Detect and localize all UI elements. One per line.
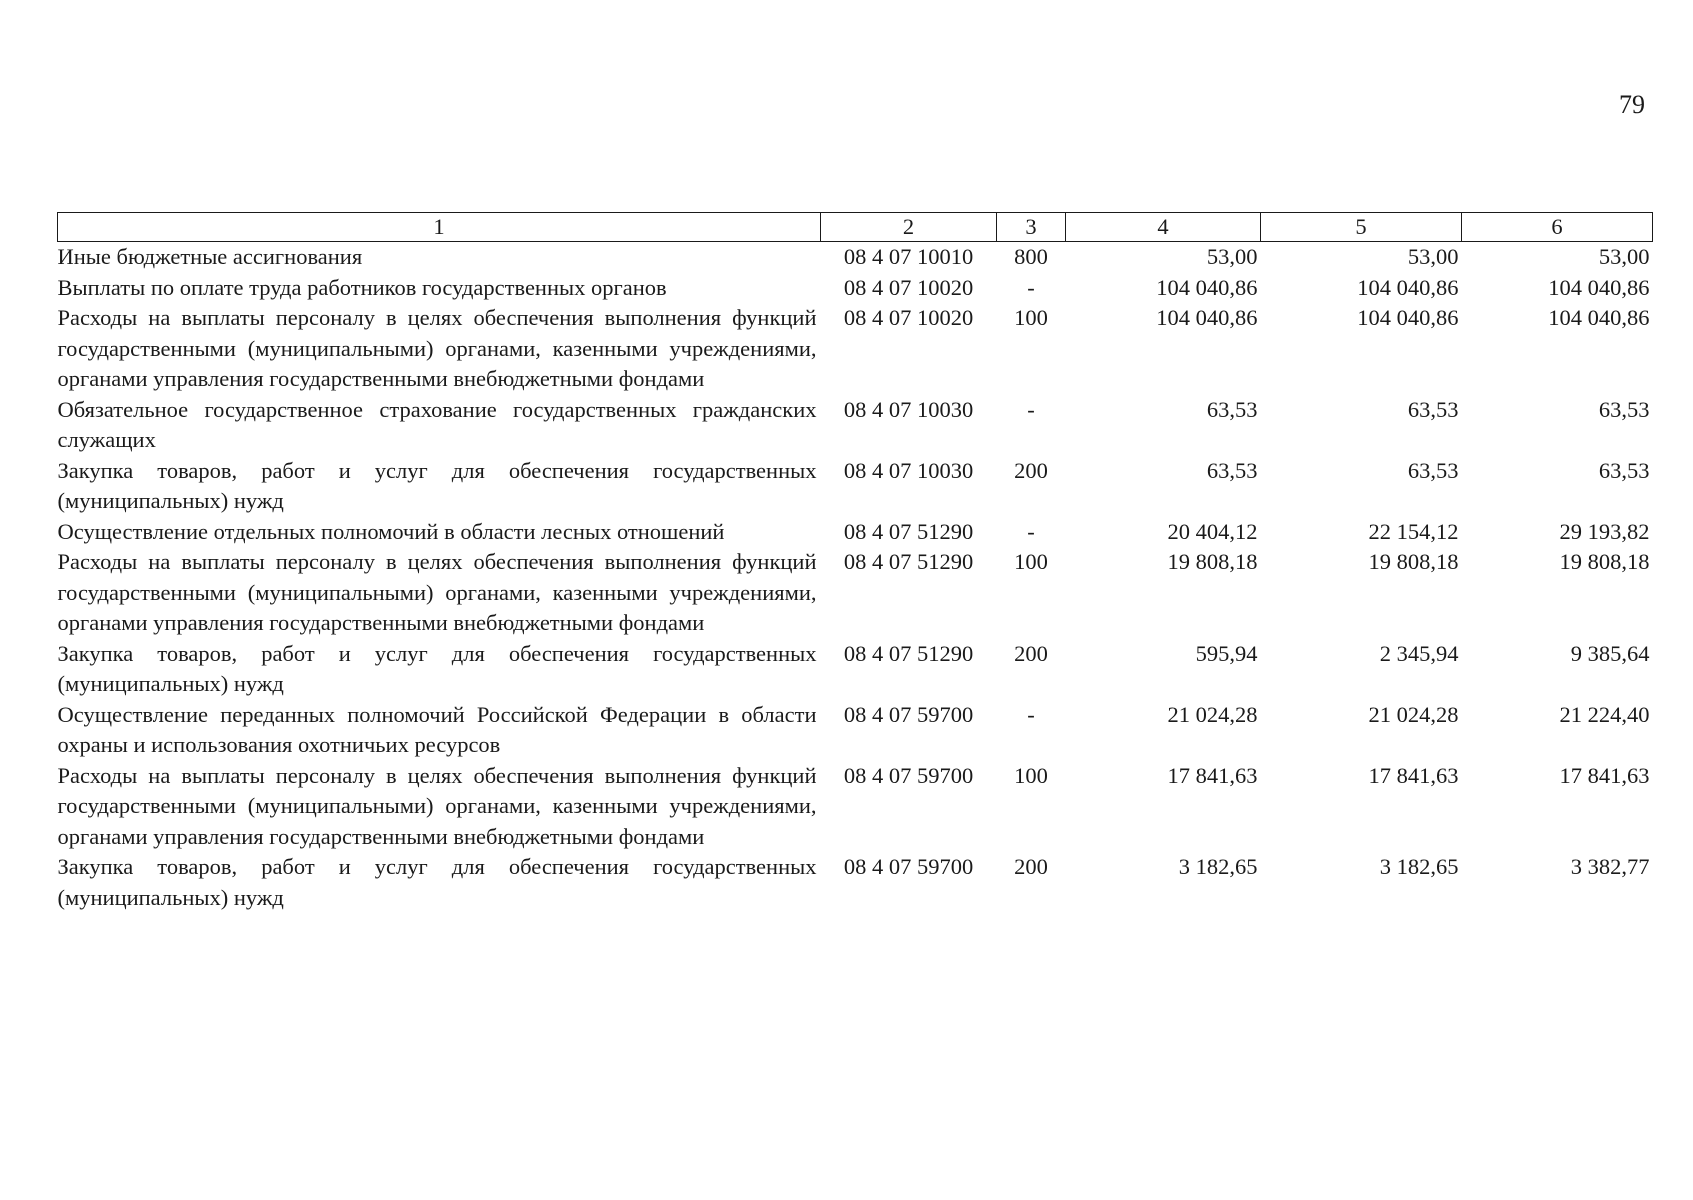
row-code: 08 4 07 10030 [843, 457, 974, 483]
row-value-col5: 19 808,18 [1368, 549, 1459, 574]
row-value-col6: 9 385,64 [1570, 640, 1650, 666]
row-name: Иные бюджетные ассигнования [57, 244, 363, 269]
row-code: 08 4 07 59700 [843, 854, 974, 879]
row-value-col4: 20 404,12 [1167, 518, 1258, 544]
row-name: Расходы на выплаты персоналу в целях обеспечения выполнения функций государственными (муниципальными) органами, казенными учреждениями, органами управления государственными внебюджетными фондами [57, 762, 817, 849]
row-name: Осуществление отдельных полномочий в области лесных отношений [57, 518, 725, 544]
row-name: Осуществление переданных полномочий Российской Федерации в области охраны и использования охотничьих ресурсов [57, 701, 817, 757]
row-expense-type: - [1027, 274, 1035, 300]
row-expense-type: 800 [1014, 244, 1048, 269]
table-row [58, 700, 1653, 761]
row-value-col5: 63,53 [1407, 457, 1459, 483]
row-code: 08 4 07 59700 [843, 701, 974, 727]
row-value-col4: 63,53 [1206, 457, 1258, 483]
row-name: Выплаты по оплате труда работников государственных органов [57, 274, 667, 300]
table-row [58, 547, 1653, 639]
row-value-col4: 21 024,28 [1167, 701, 1258, 727]
row-value-col4: 53,00 [1206, 244, 1258, 269]
row-value-col4: 3 182,65 [1178, 854, 1258, 879]
row-value-col4: 63,53 [1206, 396, 1258, 422]
row-value-col4: 104 040,86 [1156, 274, 1258, 300]
table-row [58, 852, 1653, 913]
header-col-3: 3 [997, 213, 1066, 242]
row-expense-type: 100 [1014, 549, 1048, 574]
row-code: 08 4 07 51290 [843, 518, 974, 544]
row-value-col5: 17 841,63 [1368, 762, 1459, 788]
table-row [58, 273, 1653, 304]
row-expense-type: 200 [1014, 854, 1048, 879]
table-body [58, 242, 1653, 914]
row-value-col6: 104 040,86 [1548, 305, 1650, 330]
row-value-col6: 104 040,86 [1548, 274, 1650, 300]
header-row [58, 213, 1653, 242]
row-value-col6: 63,53 [1598, 457, 1650, 483]
row-name: Расходы на выплаты персоналу в целях обеспечения выполнения функций государственными (муниципальными) органами, казенными учреждениями, органами управления государственными внебюджетными фондами [57, 549, 817, 635]
row-name: Закупка товаров, работ и услуг для обеспечения государственных (муниципальных) нужд [57, 854, 817, 910]
row-expense-type: - [1027, 396, 1035, 422]
row-value-col4: 19 808,18 [1167, 549, 1258, 574]
header-col-6: 6 [1462, 213, 1653, 242]
row-code: 08 4 07 10030 [843, 396, 974, 422]
row-code: 08 4 07 59700 [843, 762, 974, 788]
row-value-col6: 63,53 [1598, 396, 1650, 422]
row-code: 08 4 07 51290 [843, 640, 974, 666]
row-value-col6: 17 841,63 [1559, 762, 1650, 788]
row-value-col5: 2 345,94 [1379, 640, 1459, 666]
budget-table [57, 212, 1653, 913]
row-code: 08 4 07 10010 [843, 244, 974, 269]
table-row [58, 303, 1653, 395]
row-name: Закупка товаров, работ и услуг для обеспечения государственных (муниципальных) нужд [57, 640, 817, 696]
row-expense-type: - [1027, 518, 1035, 544]
row-code: 08 4 07 10020 [843, 274, 974, 300]
table-row [58, 242, 1653, 273]
header-col-4: 4 [1066, 213, 1261, 242]
row-value-col6: 29 193,82 [1559, 518, 1650, 544]
table-row [58, 517, 1653, 548]
table-row [58, 395, 1653, 456]
row-expense-type: - [1027, 701, 1035, 727]
header-col-1: 1 [58, 213, 821, 242]
table-header [58, 213, 1653, 242]
row-expense-type: 100 [1014, 762, 1048, 788]
row-value-col6: 21 224,40 [1559, 701, 1650, 727]
row-value-col6: 19 808,18 [1559, 549, 1650, 574]
row-value-col6: 3 382,77 [1570, 854, 1650, 879]
header-col-2: 2 [821, 213, 997, 242]
row-value-col5: 63,53 [1407, 396, 1459, 422]
row-value-col4: 104 040,86 [1156, 305, 1258, 330]
row-code: 08 4 07 10020 [843, 305, 974, 330]
row-name: Обязательное государственное страхование государственных гражданских служащих [57, 396, 817, 452]
row-expense-type: 100 [1014, 305, 1048, 330]
row-value-col5: 22 154,12 [1368, 518, 1459, 544]
row-expense-type: 200 [1014, 457, 1048, 483]
row-value-col6: 53,00 [1598, 244, 1650, 269]
page-number: 79 [1619, 90, 1645, 119]
row-value-col5: 3 182,65 [1379, 854, 1459, 879]
row-value-col4: 17 841,63 [1167, 762, 1258, 788]
row-value-col5: 104 040,86 [1357, 274, 1459, 300]
row-value-col5: 53,00 [1407, 244, 1459, 269]
table-row [58, 639, 1653, 700]
row-name: Расходы на выплаты персоналу в целях обеспечения выполнения функций государственными (муниципальными) органами, казенными учреждениями, органами управления государственными внебюджетными фондами [57, 305, 817, 391]
header-col-5: 5 [1261, 213, 1462, 242]
row-code: 08 4 07 51290 [843, 549, 974, 574]
table-row [58, 456, 1653, 517]
row-name: Закупка товаров, работ и услуг для обеспечения государственных (муниципальных) нужд [57, 457, 817, 513]
row-value-col5: 104 040,86 [1357, 305, 1459, 330]
row-expense-type: 200 [1014, 640, 1048, 666]
row-value-col5: 21 024,28 [1368, 701, 1459, 727]
row-value-col4: 595,94 [1195, 640, 1258, 666]
table-row [58, 761, 1653, 853]
